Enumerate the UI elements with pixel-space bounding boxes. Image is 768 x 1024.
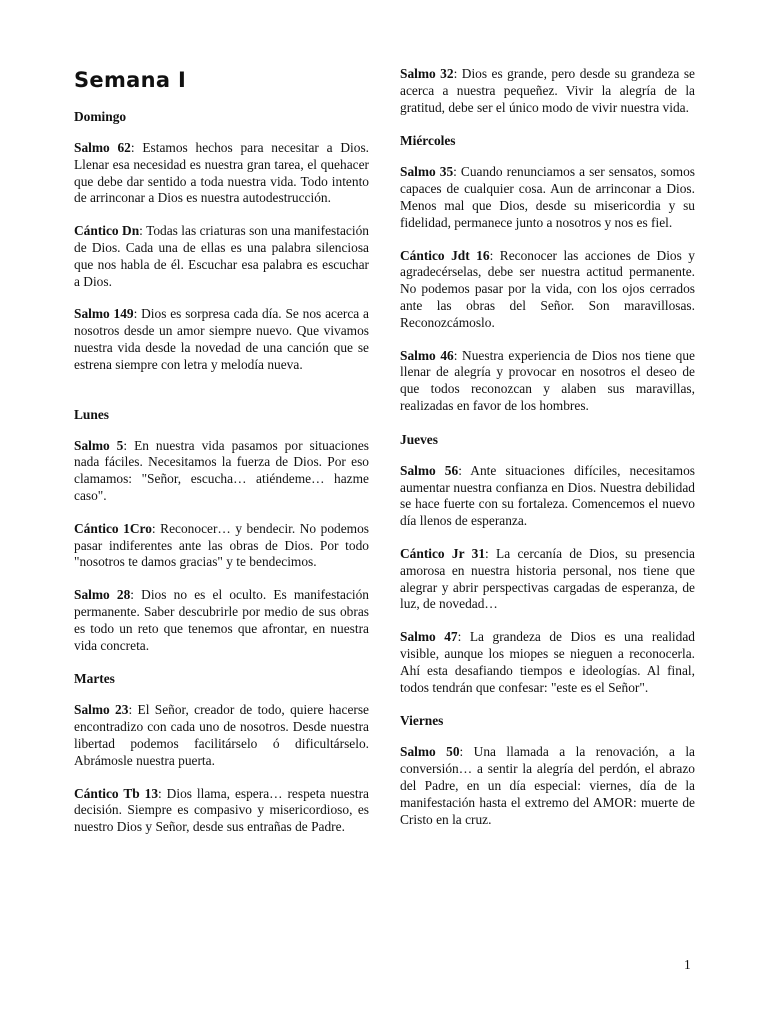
entry-miercoles-2 xyxy=(400,248,695,332)
entry-ref: Salmo 56 xyxy=(400,462,459,478)
entry-text: : Ante situaciones difíciles, necesitamos aumentar nuestra confianza en Dios. Nuestra debilidad se hace fuerte con su fortaleza. Comencemos el nuevo día llenos de esperanza. xyxy=(400,462,696,529)
entry-miercoles-3 xyxy=(400,348,695,415)
entry-text: : Todas las criaturas son una manifestación de Dios. Cada una de ellas es una palabra silenciosa que nos habla de él. Escuchar esa palabra es escuchar a Dios. xyxy=(74,223,369,289)
entry-ref: Salmo 149 xyxy=(74,306,134,322)
entry-text: : Dios llama, espera… respeta nuestra decisión. Siempre es compasivo y misericordioso, es nuestro Dios y Señor, desde sus entrañas de Padre. xyxy=(74,785,369,835)
entry-text: : Estamos hechos para necesitar a Dios. Llenar esa necesidad es nuestra gran tarea, el quehacer que debe dar sentido a toda nuestra vida. Todo intento de arrinconar a Dios es nuestra autodestrucción. xyxy=(74,140,370,206)
entry-ref: Salmo 28 xyxy=(74,587,131,603)
day-heading-miercoles: Miércoles xyxy=(400,133,456,149)
entry-ref: Salmo 32 xyxy=(400,66,454,81)
entry-text: : En nuestra vida pasamos por situaciones nada fáciles. Necesitamos la fuerza de Dios. Por eso clamamos: "Señor, escucha… atiéndeme… hazme caso". xyxy=(74,437,369,503)
day-heading-lunes: Lunes xyxy=(74,406,109,422)
entry-text: : La cercanía de Dios, su presencia amorosa en nuestra historia personal, nos tiene que alegrar y abrir perspectivas cargadas de esperanza, de luz, de novedad… xyxy=(400,545,695,612)
entry-ref: Cántico Jdt 16 xyxy=(400,247,490,263)
entry-text: : La grandeza de Dios es una realidad visible, aunque los miopes se nieguen a reconocerla. Ahí esta desafiando tiempos e ideologías. Al final, todos tendrán que confesar: "este es el Señor". xyxy=(400,629,695,695)
entry-martes-2 xyxy=(74,786,369,836)
entry-text: : Dios es sorpresa cada día. Se nos acerca a nosotros desde un amor siempre nuevo. Que vivamos nuestra vida desde la novedad de una canción que se estrena siempre con letra y melodía nueva. xyxy=(74,306,369,372)
left-column xyxy=(74,66,369,852)
entry-ref: Salmo 46 xyxy=(400,347,454,363)
entry-ref: Salmo 50 xyxy=(400,744,460,760)
day-heading-martes: Martes xyxy=(74,671,115,687)
entry-jueves-1 xyxy=(400,463,695,530)
entry-ref: Cántico Tb 13 xyxy=(74,785,159,801)
entry-ref: Salmo 62 xyxy=(74,140,131,155)
entry-jueves-2 xyxy=(400,546,695,613)
entry-viernes-1 xyxy=(400,744,695,828)
entry-domingo-2 xyxy=(74,223,369,290)
entry-text: : Dios no es el oculto. Es manifestación permanente. Saber descubrirle por medio de sus obras es todo un reto que tenemos que afrontar, en nuestra vida concreta. xyxy=(74,587,369,653)
entry-text: : El Señor, creador de todo, quiere hacerse encontradizo con cada uno de nosotros. Desde nuestra libertad podemos facilitárselo ó dificultárselo. Abrámosle nuestra puerta. xyxy=(74,702,370,768)
entry-lunes-2 xyxy=(74,521,369,571)
entry-lunes-1 xyxy=(74,438,369,505)
day-heading-jueves: Jueves xyxy=(400,431,438,447)
right-column xyxy=(400,66,695,844)
day-heading-domingo: Domingo xyxy=(74,109,127,124)
entry-domingo-1 xyxy=(74,140,369,207)
entry-ref: Salmo 35 xyxy=(400,164,454,180)
entry-martes-1 xyxy=(74,702,369,769)
entry-ref: Cántico Dn xyxy=(74,223,140,239)
page-title: Semana I xyxy=(74,68,187,92)
entry-lunes-3 xyxy=(74,587,369,654)
entry-text: : Cuando renunciamos a ser sensatos, somos capaces de cualquier cosa. Aun de arrinconar a Dios. Menos mal que Dios, desde su misericordia y su fidelidad, permanece junto a nosotros y nos es fiel. xyxy=(400,164,695,230)
entry-ref: Salmo 5 xyxy=(74,437,124,453)
page-number: 1 xyxy=(684,957,691,972)
entry-text: : Reconocer las acciones de Dios y agradecérselas, debe ser nuestra actitud permanente. No podemos pasar por la vida, con los ojos cerrados ante las obras del Señor. Son maravillosas. Reconozcámoslo. xyxy=(400,247,695,330)
entry-jueves-3 xyxy=(400,629,695,696)
entry-ref: Salmo 47 xyxy=(400,629,458,645)
entry-text: : Dios es grande, pero desde su grandeza se acerca a nuestra pequeñez. Vivir la alegría de la gratitud, debe ser el único modo de vivir nuestra vida. xyxy=(400,66,695,115)
entry-miercoles-1 xyxy=(400,164,695,231)
entry-ref: Cántico 1Cro xyxy=(74,520,152,536)
day-heading-viernes: Viernes xyxy=(400,713,444,729)
entry-text: : Nuestra experiencia de Dios nos tiene que llenar de alegría y provocar en nosotros el deseo de que todos reconozcan y alaben sus maravillas, realizadas en favor de los hombres. xyxy=(400,347,695,413)
spacer xyxy=(74,390,369,406)
entry-text: : Reconocer… y bendecir. No podemos pasar indiferentes ante las obras de Dios. Por todo "nosotros te damos gracias" y te bendecimos. xyxy=(74,520,369,570)
entry-ref: Cántico Jr 31 xyxy=(400,545,486,561)
entry-ref: Salmo 23 xyxy=(74,702,129,718)
entry-domingo-3 xyxy=(74,306,369,373)
entry-martes-3 xyxy=(400,66,695,116)
entry-text: : Una llamada a la renovación, a la conversión… a sentir la alegría del perdón, el abrazo del Padre, en un día especial: viernes, día de la manifestación hasta el extremo del AMOR: muerte de Cristo en la cruz. xyxy=(400,744,695,827)
